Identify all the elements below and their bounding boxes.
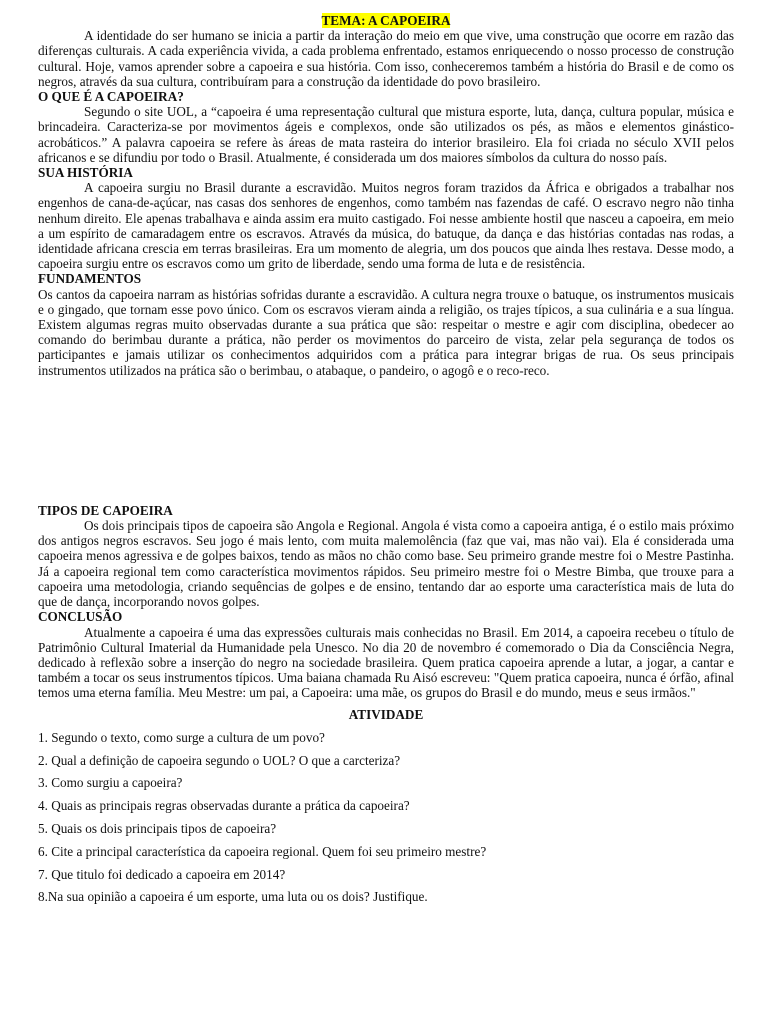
blank-space	[38, 378, 734, 503]
question-item: 2. Qual a definição de capoeira segundo o UOL? O que a carcteriza?	[38, 752, 401, 768]
question-item: 4. Quais as principais regras observadas durante a prática da capoeira?	[38, 798, 410, 814]
paragraph-tipos: Os dois principais tipos de capoeira são Angola e Regional. Angola é vista como a capoeira antiga, é o estilo mais próximo dos antigos negros escravos. Seu jogo é mais lento, com muita malemolência (faz que vai, mas não vai). Ela é considerada uma capoeira menos agressiva e de golpes baixos, tendo as mãos no chão como base. Seu primeiro grande mestre foi o Mestre Pastinha. Já a capoeira regional tem como característica movimentos rápidos. Seu primeiro mestre foi o Mestre Bimba, que trouxe para a capoeira uma metodologia, criando sequências de golpes e de ensino, tentando dar ao esporte uma característica mais de luta do que de dança, incorporando novos golpes.	[38, 518, 734, 610]
question-item: 1. Segundo o texto, como surge a cultura de um povo?	[38, 729, 325, 745]
heading-o-que-e: O QUE É A CAPOEIRA?	[38, 89, 184, 105]
question-item: 5. Quais os dois principais tipos de capoeira?	[38, 820, 277, 836]
question-item: 6. Cite a principal característica da capoeira regional. Quem foi seu primeiro mestre?	[38, 843, 487, 859]
question-item: 3. Como surgiu a capoeira?	[38, 775, 183, 791]
question-list	[38, 730, 734, 905]
paragraph-historia: A capoeira surgiu no Brasil durante a escravidão. Muitos negros foram trazidos da África e obrigados a trabalhar nos engenhos de cana-de-açúcar, nas casas dos senhores de engenhos, como também nas fazendas de café. O escravo negro não tinha nenhum direito. Ele apenas trabalhava e ainda assim era muito castigado. Foi nesse ambiente hostil que nasceu a capoeira, em meio a um espírito de camaradagem entre os escravos. Através da música, do batuque, da dança e das histórias contadas nas rodas, a identidade africana crescia em terras brasileiras. Era um momento de alegria, um dos poucos que ainda lhes restava. Desse modo, a capoeira surgiu entre os escravos como um grito de liberdade, sendo uma forma de luta e de resistência.	[38, 180, 734, 272]
paragraph-o-que-e: Segundo o site UOL, a “capoeira é uma representação cultural que mistura esporte, luta, dança, cultura popular, música e brincadeira. Caracteriza-se por movimentos ágeis e complexos, onde são utilizados os pés, as mãos e elementos ginástico-acrobáticos.” A palavra capoeira se refere às áreas de mata rasteira do interior brasileiro. Ela foi criada no século XVII pelos africanos e se difundiu por todo o Brasil. Atualmente, é considerada um dos maiores símbolos da cultura do nosso país.	[38, 104, 734, 165]
heading-historia: SUA HISTÓRIA	[38, 165, 133, 181]
heading-atividade: ATIVIDADE	[348, 706, 424, 722]
paragraph-fundamentos: Os cantos da capoeira narram as histórias sofridas durante a escravidão. A cultura negra trouxe o batuque, os instrumentos musicais e o gingado, que tornam esse povo único. Com os escravos vieram ainda a religião, os trajes típicos, a sua culinária e a sua língua. Existem algumas regras muito observadas durante a sua prática que são: respeitar o mestre e agir com disciplina, obedecer ao comando do berimbau durante a prática, não perder os movimentos do parceiro de vista, zelar pela segurança de todos os participantes e jamais utilizar os conhecimentos adquiridos com a prática para integrar brigas de rua. Os seus principais instrumentos utilizados na prática são o berimbau, o atabaque, o pandeiro, o agogô e o reco-reco.	[38, 286, 734, 378]
intro-paragraph: A identidade do ser humano se inicia a partir da interação do meio em que vive, uma construção que ocorre em razão das diferenças culturais. A cada experiência vivida, a cada problema enfrentado, estamos enriquecendo o nosso processo de construção cultural. Hoje, vamos aprender sobre a capoeira e sua história. Com isso, conheceremos também a história do Brasil e de como os negros, através da sua cultura, contribuíram para a construção da identidade do povo brasileiro.	[38, 28, 734, 89]
question-item: 7. Que titulo foi dedicado a capoeira em 2014?	[38, 866, 286, 882]
heading-tipos: TIPOS DE CAPOEIRA	[38, 502, 173, 518]
paragraph-conclusao: Atualmente a capoeira é uma das expressões culturais mais conhecidas no Brasil. Em 2014, a capoeira recebeu o título de Patrimônio Cultural Imaterial da Humanidade pela Unesco. No dia 20 de novembro é comemorado o Dia da Consciência Negra, dedicado à reflexão sobre a inserção do negro na sociedade brasileira. Quem pratica capoeira aprende a lutar, a jogar, a cantar e também a tocar os seus instrumentos típicos. Uma baiana chamada Ru Aisó escreveu: "Quem pratica capoeira, nunca é órfão, afinal temos uma eterna família. Meu Mestre: um pai, a Capoeira: uma mãe, os grupos do Brasil e do mundo, meus e seus irmãos."	[38, 624, 734, 701]
heading-fundamentos: FUNDAMENTOS	[38, 271, 142, 287]
title-highlight: TEMA: A CAPOEIRA	[321, 13, 451, 28]
question-item: 8.Na sua opinião a capoeira é um esporte, uma luta ou os dois? Justifique.	[38, 889, 428, 905]
document-title	[38, 13, 734, 28]
heading-conclusao: CONCLUSÃO	[38, 609, 123, 625]
